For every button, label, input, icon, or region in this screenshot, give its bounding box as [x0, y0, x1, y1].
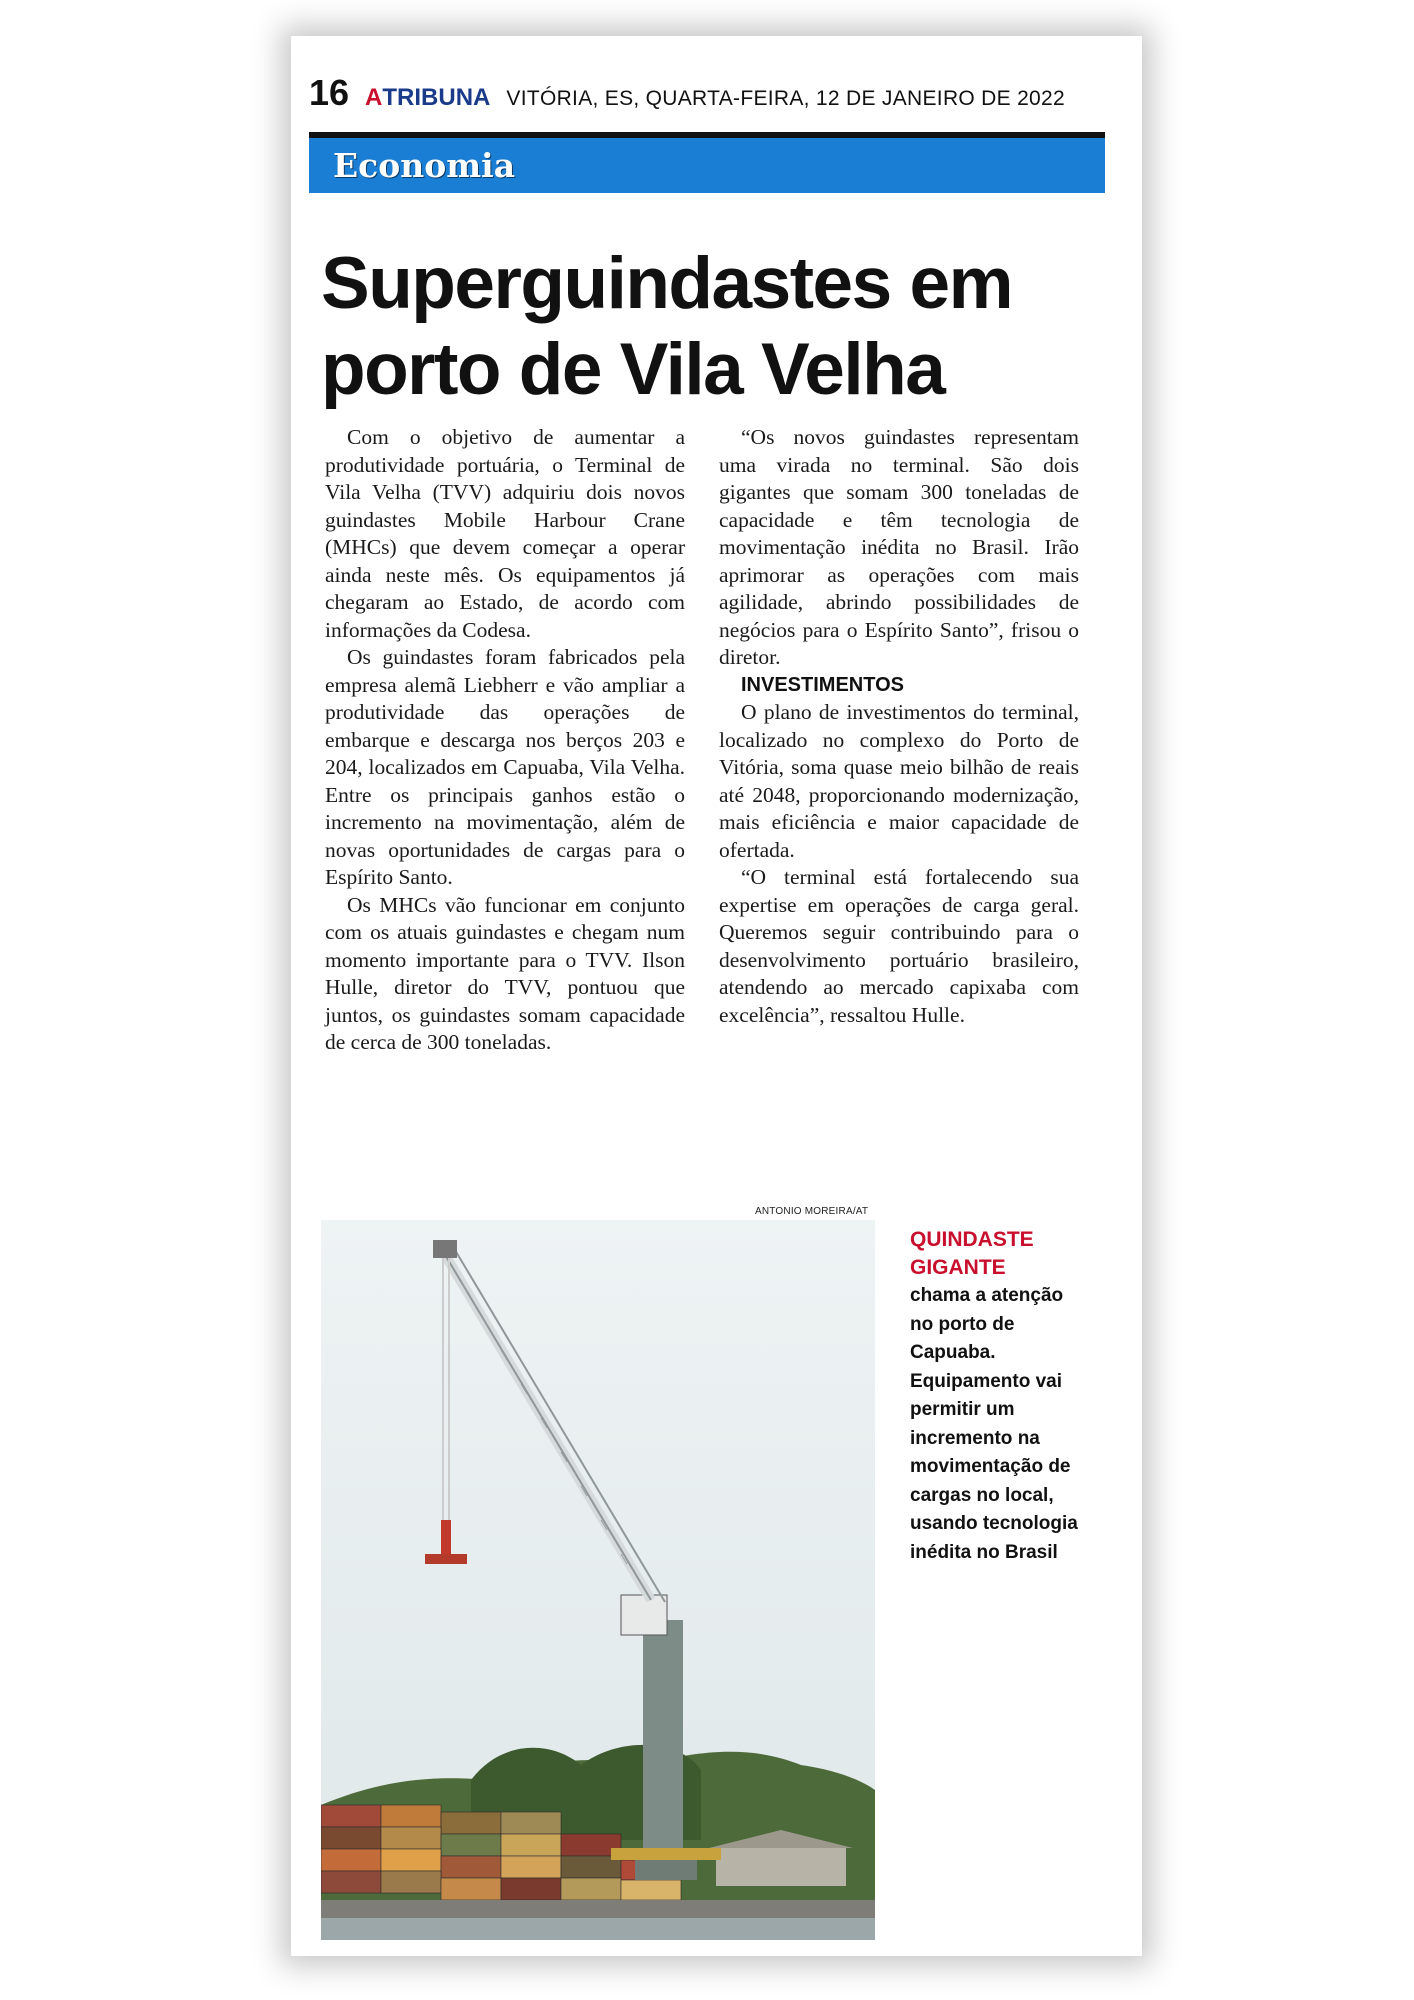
crane-photo — [321, 1220, 875, 1940]
dateline: VITÓRIA, ES, QUARTA-FEIRA, 12 DE JANEIRO DE 2022 — [506, 87, 1065, 110]
page-header — [309, 72, 1129, 112]
page-number: 16 — [309, 72, 350, 113]
paragraph: Os guindastes foram fabricados pela empresa alemã Liebherr e vão ampliar a produtividade das operações de embarque e descarga nos berços 203 e 204, localizados em Capuaba, Vila Velha. Entre os principais ganhos estão o incremento na movimentação, além de novas oportunidades de cargas para o Espírito Santo. — [325, 645, 685, 889]
article-column-1 — [325, 424, 685, 1057]
photo-credit: ANTONIO MOREIRA/AT — [755, 1206, 869, 1217]
headline-line-1: Superguindastes em — [321, 243, 1013, 324]
brand-logo-tribuna: TRIBUNA — [382, 84, 491, 111]
paragraph: Os MHCs vão funcionar em conjunto com os atuais guindastes e chegam num momento importante para o TVV. Ilson Hulle, diretor do TVV, pontuou que juntos, os guindastes somam capacidade de cerca de 300 toneladas. — [325, 892, 685, 1054]
subhead-investimentos: INVESTIMENTOS — [741, 673, 904, 696]
caption-kicker-line-1: QUINDASTE — [910, 1228, 1034, 1251]
photo-caption — [910, 1226, 1080, 1567]
caption-kicker-line-2: GIGANTE — [910, 1256, 1006, 1279]
headline-line-2: porto de Vila Velha — [321, 329, 945, 410]
paragraph: O plano de investimentos do terminal, localizado no complexo do Porto de Vitória, soma quase meio bilhão de reais até 2048, proporcionando modernização, mais eficiência e maior capacidade de ofertada. — [719, 700, 1079, 862]
caption-body: chama a atenção no porto de Capuaba. Equipamento vai permitir um incremento na movimentação de cargas no local, usando tecnologia inédita no Brasil — [910, 1285, 1078, 1563]
headline — [321, 241, 1111, 413]
brand-logo-a: A — [365, 84, 383, 111]
section-label: Economia — [333, 146, 516, 185]
paragraph: “O terminal está fortalecendo sua expertise em operações de carga geral. Queremos seguir contribuindo para o desenvolvimento portuário brasileiro, atendendo ao mercado capixaba com excelência”, ressaltou Hulle. — [719, 865, 1079, 1027]
paragraph: “Os novos guindastes representam uma virada no terminal. São dois gigantes que somam 300 toneladas de capacidade e têm tecnologia de movimentação inédita no Brasil. Irão aprimorar as operações com mais agilidade, abrindo possibilidades de negócios para o Espírito Santo”, frisou o diretor. — [719, 425, 1079, 669]
newspaper-page — [291, 36, 1142, 1956]
section-bar — [309, 132, 1105, 193]
paragraph: Com o objetivo de aumentar a produtividade portuária, o Terminal de Vila Velha (TVV) adquiriu dois novos guindastes Mobile Harbour Crane (MHCs) que devem começar a operar ainda neste mês. Os equipamentos já chegaram ao Estado, de acordo com informações da Codesa. — [325, 425, 685, 642]
article-column-2 — [719, 424, 1079, 1029]
